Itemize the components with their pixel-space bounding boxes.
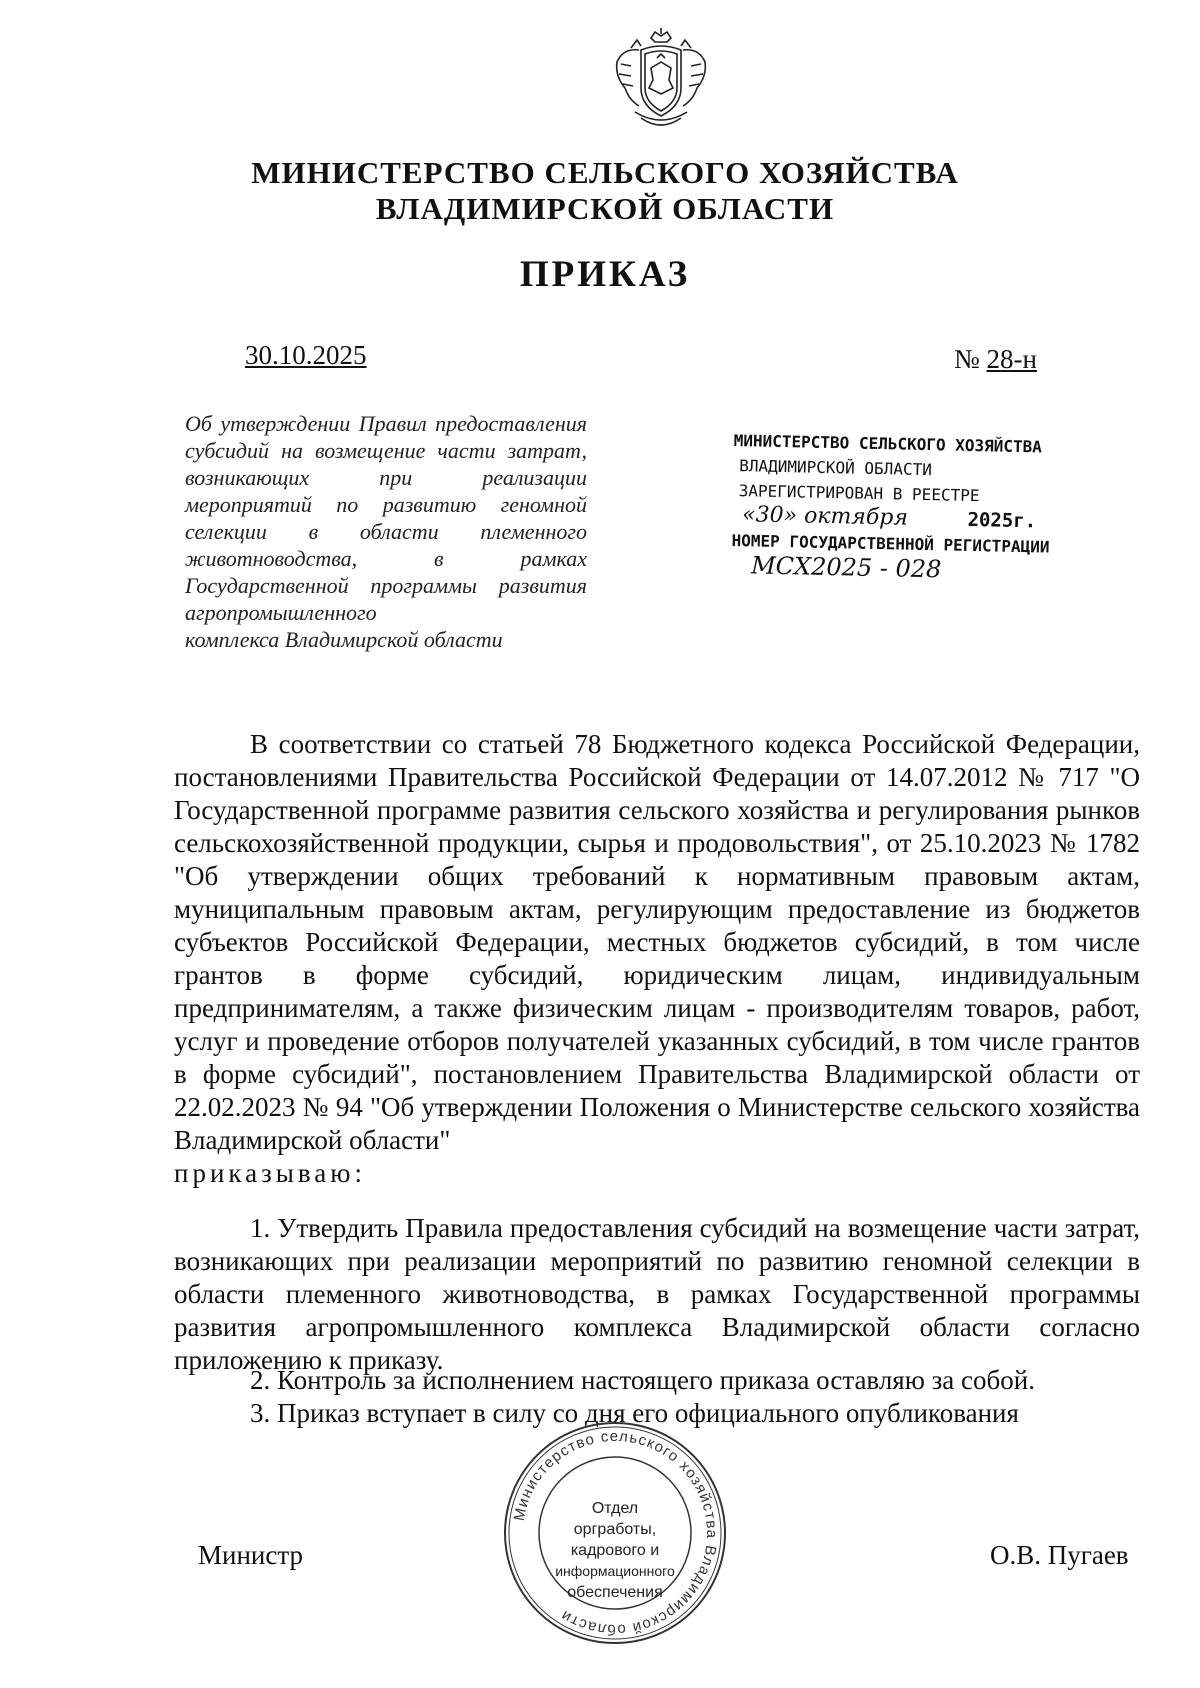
round-stamp-line: оргработы, (573, 1521, 657, 1538)
reg-stamp-handwritten-date: «30» октября (741, 502, 909, 531)
subject-line: предоставления субсидий на (185, 411, 587, 463)
preamble-paragraph (174, 728, 1140, 1190)
signer-name: О.В. Пугаев (990, 1540, 1129, 1570)
subject-line: животноводства, в рамках (185, 546, 587, 571)
subject-line: комплекса Владимирской области (185, 627, 503, 652)
round-stamp-line: информационного (555, 1563, 675, 1579)
subject-line: Об утверждении Правил (185, 411, 427, 436)
round-stamp-line: кадрового и (570, 1542, 660, 1559)
round-stamp-center (553, 1498, 677, 1603)
registration-stamp (731, 428, 1084, 587)
round-stamp-line: Отдел (591, 1500, 639, 1517)
reg-stamp-line3: ЗАРЕГИСТРИРОВАН В РЕЕСТРЕ (738, 481, 980, 506)
number-sign: № (954, 344, 980, 374)
signer-position: Министр (198, 1540, 303, 1570)
order-item-2: 2. Контроль за исполнением настоящего приказа оставляю за собой. (250, 1365, 1035, 1395)
ministry-title (240, 155, 970, 227)
preamble-text: В соответствии со статьей 78 Бюджетного кодекса Российской Федерации, постановлениями Правительства Российской Федерации от 14.07.2012 № 717 "О Государственной программе развития сельского хозяйства и регулирования рынков сельскохозяйственной продукции, сырья и продовольствия", от 25.10.2023 № 1782 "Об утверждении общих требований к нормативным правовым актам, муниципальным правовым актам, регулирующим предоставление из бюджетов субъектов Российской Федерации, местных бюджетов субсидий, в том числе грантов в форме субсидий, юридическим лицам, индивидуальным предпринимателям, а также физическим лицам - производителям товаров, работ, услуг и проведение отборов получателей указанных субсидий, в том числе грантов в форме субсидий", постановлением Правительства Владимирской области от 22.02.2023 № 94 "Об утверждении Положения о Министерстве сельского хозяйства Владимирской области" (174, 729, 1140, 1155)
reg-stamp-line2: ВЛАДИМИРСКОЙ ОБЛАСТИ (739, 456, 933, 480)
reg-stamp-year: 2025г. (967, 508, 1037, 533)
subject-block (185, 410, 587, 653)
ministry-title-line1: МИНИСТЕРСТВО СЕЛЬСКОГО ХОЗЯЙСТВА (251, 155, 959, 190)
order-item-1: 1. Утвердить Правила предоставления субсидий на возмещение части затрат, возникающих при реализации мероприятий по развитию геномной селекции в области племенного животноводства, в рамках Государственной программы развития агропромышленного комплекса Владимирской области согласно приложению к приказу. (174, 1213, 1140, 1375)
round-stamp-line: обеспечения (567, 1584, 663, 1601)
round-stamp-ring-text: Министерство сельского хозяйства Владимирской области (510, 1427, 721, 1639)
ministry-title-line2: ВЛАДИМИРСКОЙ ОБЛАСТИ (375, 191, 835, 226)
subject-line: возникающих при реализации (185, 465, 587, 490)
document-number (954, 344, 1037, 375)
document-date: 30.10.2025 (245, 340, 367, 370)
document-type: ПРИКАЗ (519, 254, 691, 295)
number-value: 28-н (986, 344, 1037, 374)
subject-line: Государственной программы (185, 573, 477, 598)
subject-line: селекции в области племенного (185, 519, 587, 544)
subject-line: мероприятий по развитию геномной (185, 492, 587, 517)
subject-line: возмещение части затрат, (315, 438, 587, 463)
reg-stamp-line1: МИНИСТЕРСТВО СЕЛЬСКОГО ХОЗЯЙСТВА (733, 430, 1043, 457)
reg-stamp-line5: НОМЕР ГОСУДАРСТВЕННОЙ РЕГИСТРАЦИИ (731, 530, 1050, 557)
coat-of-arms-icon (611, 28, 711, 132)
subject-line: развития агропромышленного (185, 573, 587, 625)
order-word: приказываю: (174, 1158, 366, 1188)
reg-stamp-handwritten-number: МСХ2025 - 028 (750, 551, 942, 584)
order-item-3: 3. Приказ вступает в силу со дня его официального опубликования (250, 1398, 1019, 1428)
